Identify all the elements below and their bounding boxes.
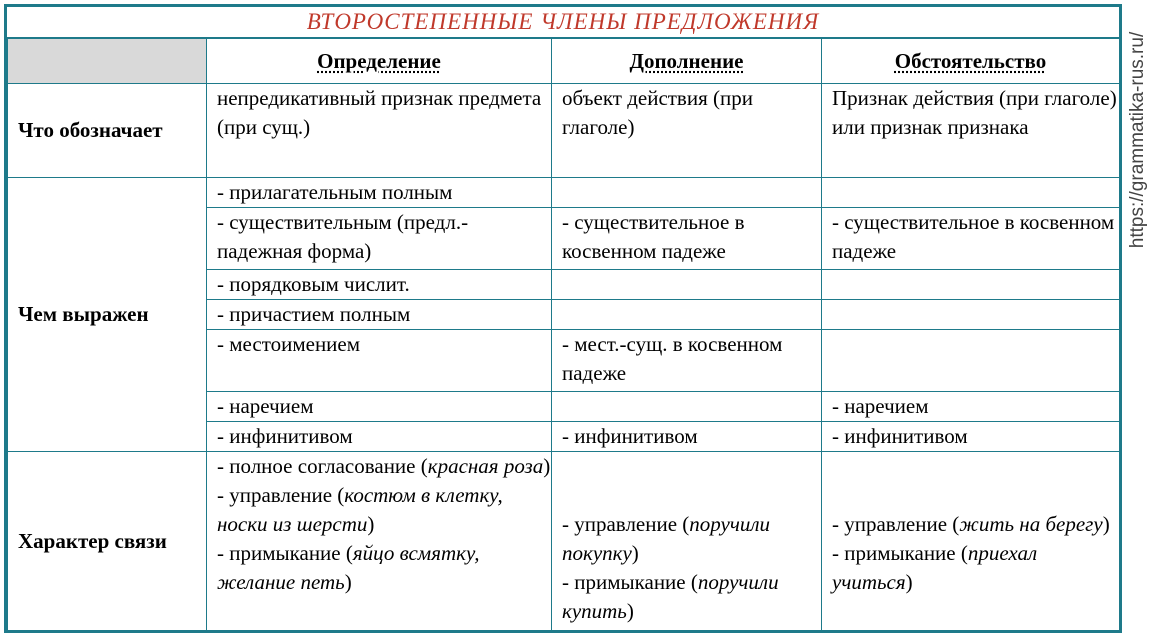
table-cell <box>822 178 1120 208</box>
members-table <box>7 38 1120 632</box>
table-cell: - инфинитивом <box>822 422 1120 452</box>
table-frame <box>4 4 1122 633</box>
table-cell <box>552 300 822 330</box>
example: приехал учиться <box>832 541 1038 594</box>
table-cell: - инфинитивом <box>552 422 822 452</box>
header-adverbial: Обстоятельство <box>822 39 1120 84</box>
example: поручили покупку <box>562 512 771 565</box>
table-cell: - порядковым числит. <box>207 270 552 300</box>
table-cell <box>822 270 1120 300</box>
link-adjoining: - примыкание (поручили купить) <box>562 570 779 623</box>
row-label-link: Характер связи <box>8 452 207 632</box>
watermark <box>1124 0 1152 636</box>
table-cell: - инфинитивом <box>207 422 552 452</box>
cell-meaning-definition: непредикативный признак предмета (при сущ.) <box>207 84 552 178</box>
example: красная роза <box>427 454 544 478</box>
table-cell: - прилагательным полным <box>207 178 552 208</box>
table-cell <box>552 270 822 300</box>
link-government: - управление (костюм в клетку, носки из шерсти) <box>217 483 503 536</box>
link-government: - управление (поручили покупку) <box>562 512 771 565</box>
example: жить на берегу <box>959 512 1103 536</box>
cell-meaning-adverbial: Признак действия (при глаголе) или признак признака <box>822 84 1120 178</box>
table-cell: - причастием полным <box>207 300 552 330</box>
table-cell: - местоимением <box>207 330 552 392</box>
header-object: Дополнение <box>552 39 822 84</box>
cell-link-definition <box>207 452 552 632</box>
table-cell <box>822 300 1120 330</box>
example: поручили купить <box>562 570 779 623</box>
table-row-meaning <box>8 84 1120 178</box>
header-definition: Определение <box>207 39 552 84</box>
row-label-meaning: Что обозначает <box>8 84 207 178</box>
link-adjoining: - примыкание (приехал учиться) <box>832 541 1038 594</box>
page-title: ВТОРОСТЕПЕННЫЕ ЧЛЕНЫ ПРЕДЛОЖЕНИЯ <box>7 7 1119 38</box>
link-government: - управление (жить на берегу) <box>832 512 1110 536</box>
link-adjoining: - примыкание (яйцо всмятку, желание петь) <box>217 541 480 594</box>
table-cell <box>822 330 1120 392</box>
table-cell: - наречием <box>207 392 552 422</box>
link-agree: - полное согласование (красная роза) <box>217 454 551 478</box>
table-cell <box>552 392 822 422</box>
table-cell <box>552 178 822 208</box>
cell-link-object <box>552 452 822 632</box>
table-cell: - существительным (предл.-падежная форма) <box>207 208 552 270</box>
table-row-link <box>8 452 1120 632</box>
example: костюм в клетку, носки из шерсти <box>217 483 503 536</box>
header-row <box>8 39 1120 84</box>
table-cell: - существительное в косвенном падеже <box>822 208 1120 270</box>
example: яйцо всмятку, желание петь <box>217 541 480 594</box>
table-cell: - существительное в косвенном падеже <box>552 208 822 270</box>
cell-meaning-object: объект действия (при глаголе) <box>552 84 822 178</box>
cell-link-adverbial <box>822 452 1120 632</box>
watermark-text: https://grammatika-rus.ru/ <box>1127 31 1148 249</box>
table-row <box>8 178 1120 208</box>
header-corner <box>8 39 207 84</box>
table-cell: - мест.-сущ. в косвенном падеже <box>552 330 822 392</box>
row-label-expressed: Чем выражен <box>8 178 207 452</box>
table-cell: - наречием <box>822 392 1120 422</box>
